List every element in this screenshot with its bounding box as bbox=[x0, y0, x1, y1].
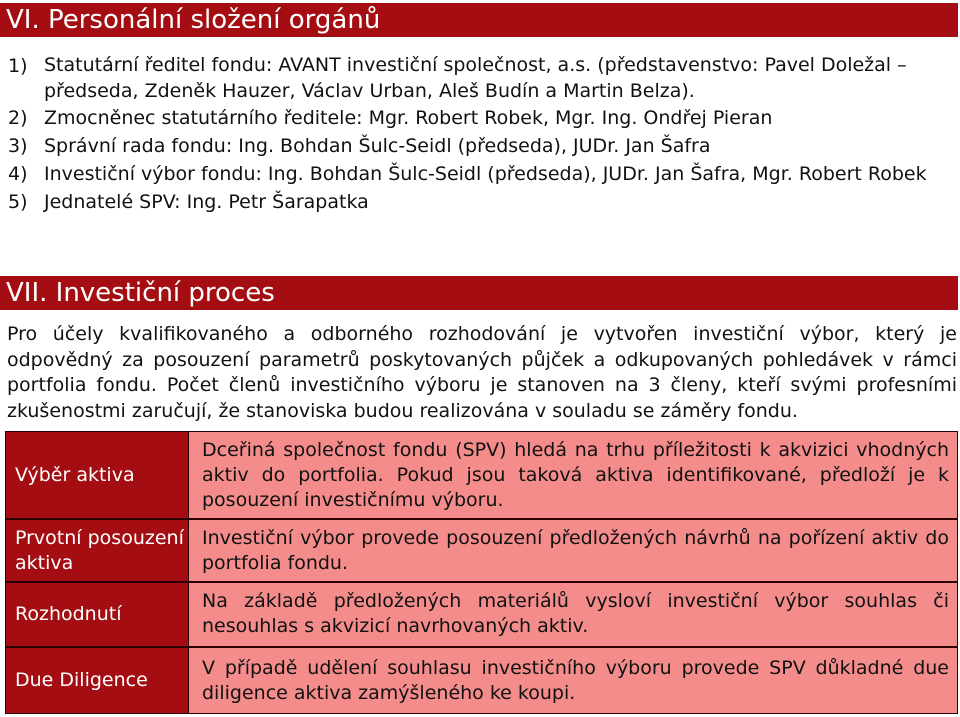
step-description: V případě udělení souhlasu investičního výboru provede SPV důkladné due diligence aktiva zamýšleného ke koupi. bbox=[5, 647, 958, 714]
section-6-heading: VI. Personální složení orgánů bbox=[0, 3, 958, 37]
list-item bbox=[8, 52, 953, 104]
list-text: Zmocněnec statutárního ředitele: Mgr. Robert Robek, Mgr. Ing. Ondřej Pieran bbox=[44, 107, 773, 129]
step-label: Prvotní posouzení aktiva bbox=[5, 519, 189, 582]
list-item bbox=[8, 160, 953, 188]
list-text: Správní rada fondu: Ing. Bohdan Šulc-Seidl (předseda), JUDr. Jan Šafra bbox=[44, 135, 711, 157]
list-text: Jednatelé SPV: Ing. Petr Šarapatka bbox=[44, 191, 369, 213]
step-description: Dceřiná společnost fondu (SPV) hledá na trhu příležitosti k akvizici vhodných aktiv do portfolia. Pokud jsou taková aktiva identifikované, předloží je k posouzení investičnímu výboru. bbox=[5, 431, 958, 519]
list-text: Statutární ředitel fondu: AVANT investiční společnost, a.s. (představenstvo: Pavel Doležal – předseda, Zdeněk Hauzer, Václav Urban, Aleš Budín a Martin Belza). bbox=[44, 54, 907, 102]
step-label: Výběr aktiva bbox=[5, 431, 189, 519]
list-number: 5) bbox=[8, 191, 28, 213]
process-paragraph: Pro účely kvalifikovaného a odborného rozhodování je vytvořen investiční výbor, který je odpovědný za posouzení parametrů poskytovaných půjček a odkupovaných pohledávek v rámci portfolia fondu. Počet členů investičního výboru je stanoven na 3 členy, kteří svými profesními zkušenostmi zaručují, že stanoviska budou realizována v souladu se záměry fondu. bbox=[7, 323, 957, 422]
list-number: 1) bbox=[8, 55, 28, 77]
organ-list bbox=[8, 52, 953, 216]
list-text: Investiční výbor fondu: Ing. Bohdan Šulc-Seidl (předseda), JUDr. Jan Šafra, Mgr. Robert Robek bbox=[44, 163, 927, 185]
list-number: 4) bbox=[8, 163, 28, 185]
list-item bbox=[8, 132, 953, 160]
step-label: Rozhodnutí bbox=[5, 582, 189, 647]
list-number: 3) bbox=[8, 135, 28, 157]
step-label: Due Diligence bbox=[5, 647, 189, 714]
step-description: Na základě předložených materiálů vysloví investiční výbor souhlas či nesouhlas s akvizicí navrhovaných aktiv. bbox=[5, 582, 958, 647]
list-number: 2) bbox=[8, 107, 28, 129]
list-item bbox=[8, 188, 953, 216]
section-7-heading: VII. Investiční proces bbox=[0, 276, 958, 310]
list-item bbox=[8, 104, 953, 132]
process-table bbox=[5, 431, 958, 714]
step-description: Investiční výbor provede posouzení předložených návrhů na pořízení aktiv do portfolia fondu. bbox=[5, 519, 958, 582]
